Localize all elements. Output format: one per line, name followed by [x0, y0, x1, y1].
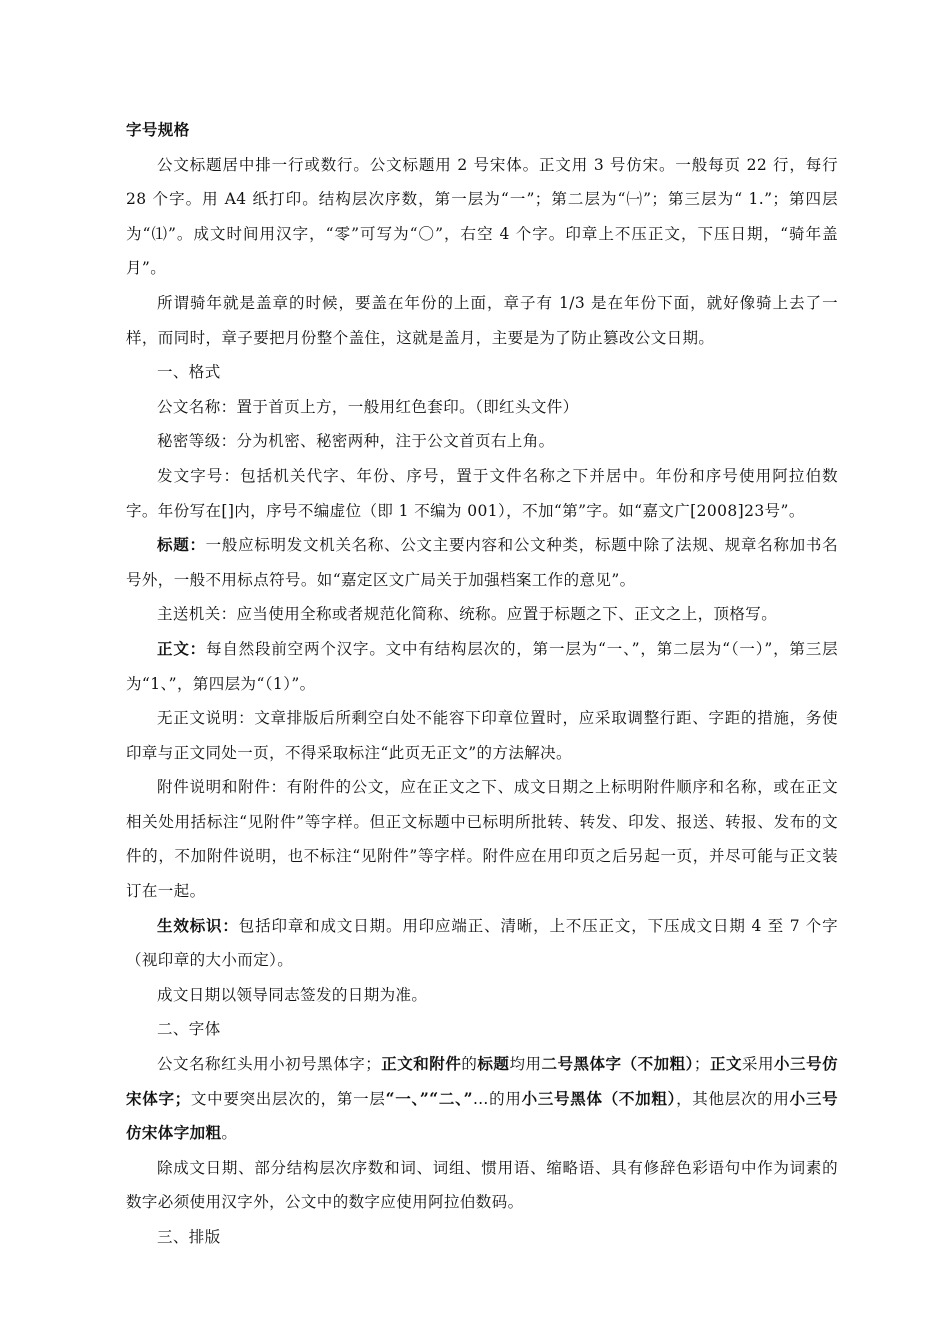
font-rule-text: ，其他层次的用	[676, 1089, 790, 1108]
font-rule-heiti: 二号黑体字（不加粗）	[541, 1054, 694, 1074]
font-rule-text: 采用	[741, 1055, 775, 1074]
font-rule-text: …的用	[472, 1089, 522, 1108]
subsection-fonts: 二、字体	[157, 1020, 221, 1039]
paragraph-effective-mark	[126, 909, 838, 978]
paragraph-font-rules	[126, 1047, 838, 1151]
paragraph-no-body-note: 无正文说明：文章排版后所剩空白处不能容下印章位置时，应采取调整行距、字距的措施，务使印章与正文同处一页，不得采取标注“此页无正文”的方法解决。	[126, 709, 838, 762]
font-rule-text: 文中要突出层次的，第一层	[190, 1089, 386, 1108]
font-rule-title: 标题	[477, 1054, 510, 1074]
paragraph-issue-number: 发文字号：包括机关代字、年份、序号，置于文件名称之下并居中。年份和序号使用阿拉伯数字。年份写在[]内，序号不编虚位（即 1 不编为 001），不加“第”字。如“嘉文广[2008]23号”。	[126, 466, 838, 520]
font-rule-body: 正文	[709, 1054, 742, 1074]
title-text: 一般应标明发文机关名称、公文主要内容和公文种类，标题中除了法规、规章名称加书名号外，一般不用标点符号。如“嘉定区文广局关于加强档案工作的意见”。	[126, 536, 838, 589]
paragraph-main-recipient: 主送机关：应当使用全称或者规范化简称、统称。应置于标题之下、正文之上，顶格写。	[157, 605, 778, 624]
paragraph-attachments: 附件说明和附件：有附件的公文，应在正文之下、成文日期之上标明附件顺序和名称，或在正文相关处用括标注“见附件”等字样。但正文标题中已标明所批转、转发、印发、报送、转报、发布的文件的，不加附件说明，也不标注“见附件”等字样。附件应在用印页之后另起一页，并尽可能与正文装订在一起。	[126, 778, 838, 901]
paragraph-secrecy-level: 秘密等级：分为机密、秘密两种，注于公文首页右上角。	[157, 432, 555, 451]
section-heading: 字号规格	[126, 120, 190, 139]
font-rule-text: 的	[461, 1055, 478, 1074]
body-text: 每自然段前空两个汉字。文中有结构层次的，第一层为“一、”，第二层为“（一）”，第三层为“1、”，第四层为“（1）”。	[126, 639, 838, 693]
font-rule-text: 均用	[509, 1055, 542, 1074]
font-rule-small-heiti: 小三号黑体（不加粗）	[521, 1088, 677, 1108]
body-label: 正文：	[157, 638, 206, 658]
paragraph-body-text	[126, 632, 838, 701]
font-rule-bold-fangsong: 小三号仿宋体字加粗	[126, 1088, 838, 1143]
paragraph-issue-date: 成文日期以领导同志签发的日期为准。	[157, 985, 428, 1004]
paragraph-numerals: 除成文日期、部分结构层次序数和词、词组、惯用语、缩略语、具有修辞色彩语句中作为词素的数字必须使用汉字外，公文中的数字应使用阿拉伯数码。	[126, 1158, 838, 1212]
font-rule-body-attachment: 正文和附件	[381, 1054, 462, 1074]
font-rule-red-header: 公文名称红头用小初号黑体字；	[157, 1055, 382, 1074]
font-rule-text: 。	[221, 1124, 238, 1143]
subsection-format: 一、格式	[157, 363, 221, 382]
effective-text: 包括印章和成文日期。用印应端正、清晰，上不压正文，下压成文日期 4 至 7 个字（视印章的大小而定）。	[126, 916, 838, 970]
paragraph-title	[126, 528, 838, 597]
title-label: 标题：	[157, 535, 206, 555]
paragraph-qinian-gaiyue: 所谓骑年就是盖章的时候，要盖在年份的上面，章子有 1/3 是在年份下面，就好像骑上去了一样，而同时，章子要把月份整个盖住，这就是盖月，主要是为了防止篡改公文日期。	[126, 293, 838, 347]
paragraph-document-name: 公文名称：置于首页上方，一般用红色套印。（即红头文件）	[157, 397, 579, 416]
subsection-layout: 三、排版	[157, 1228, 221, 1246]
effective-label: 生效标识：	[157, 915, 239, 935]
paragraph-font-spec: 公文标题居中排一行或数行。公文标题用 2 号宋体。正文用 3 号仿宋。一般每页 22 行，每行 28 个字。用 A4 纸打印。结构层次序数，第一层为“一”；第二层为“㈠”；第三层为“ 1.”；第四层为“⑴”。成文时间用汉字，“零”可写为“〇”，右空 4 个字。印章上不压正文，下压日期，“骑年盖月”。	[126, 155, 838, 278]
document-body	[126, 113, 838, 1255]
font-rule-fangsong: 小三号仿宋体字；	[126, 1054, 838, 1108]
font-rule-first-level: “一、”“二、”	[385, 1088, 473, 1108]
font-rule-text: ；	[693, 1055, 710, 1074]
